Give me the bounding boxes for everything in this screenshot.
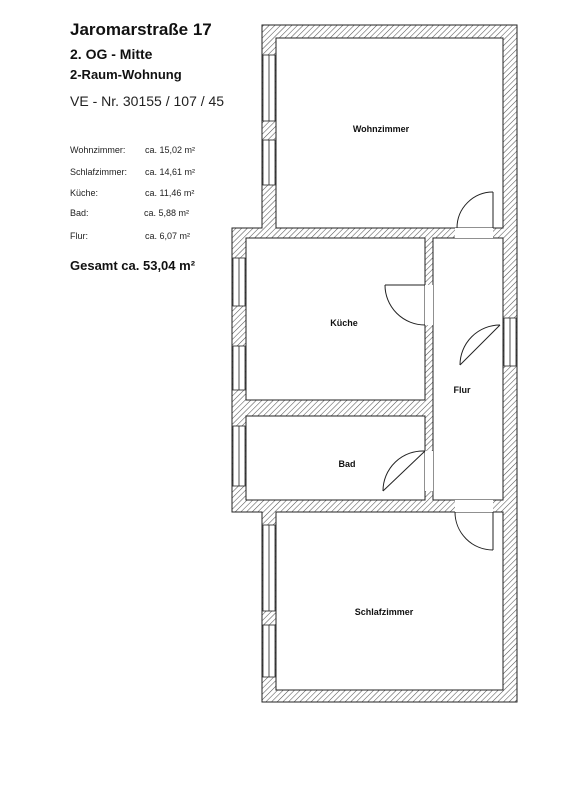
area-value: ca. 15,02 m² bbox=[145, 145, 196, 155]
area-label: Flur: bbox=[70, 231, 88, 241]
area-label: Bad: bbox=[70, 208, 89, 218]
area-value: ca. 6,07 m² bbox=[145, 231, 191, 241]
address-title: Jaromarstraße 17 bbox=[70, 20, 212, 39]
room-label-bad: Bad bbox=[338, 459, 356, 469]
ve-number: VE - Nr. 30155 / 107 / 45 bbox=[70, 93, 225, 109]
doors bbox=[383, 192, 500, 550]
area-value: ca. 14,61 m² bbox=[145, 167, 196, 177]
floor-subtitle: 2. OG - Mitte bbox=[70, 46, 153, 62]
room-label-schlafzimmer: Schlafzimmer bbox=[354, 607, 414, 617]
room-label-wohnzimmer: Wohnzimmer bbox=[352, 124, 410, 134]
room-label-kueche: Küche bbox=[330, 318, 358, 328]
area-label: Wohnzimmer: bbox=[70, 145, 126, 155]
apartment-type: 2-Raum-Wohnung bbox=[70, 67, 182, 82]
area-value: ca. 11,46 m² bbox=[145, 188, 195, 198]
total-area: Gesamt ca. 53,04 m² bbox=[70, 258, 196, 273]
area-label: Küche: bbox=[70, 188, 99, 198]
room-label-flur: Flur bbox=[453, 385, 471, 395]
area-value: ca. 5,88 m² bbox=[144, 208, 190, 218]
area-label: Schlafzimmer: bbox=[70, 167, 128, 177]
